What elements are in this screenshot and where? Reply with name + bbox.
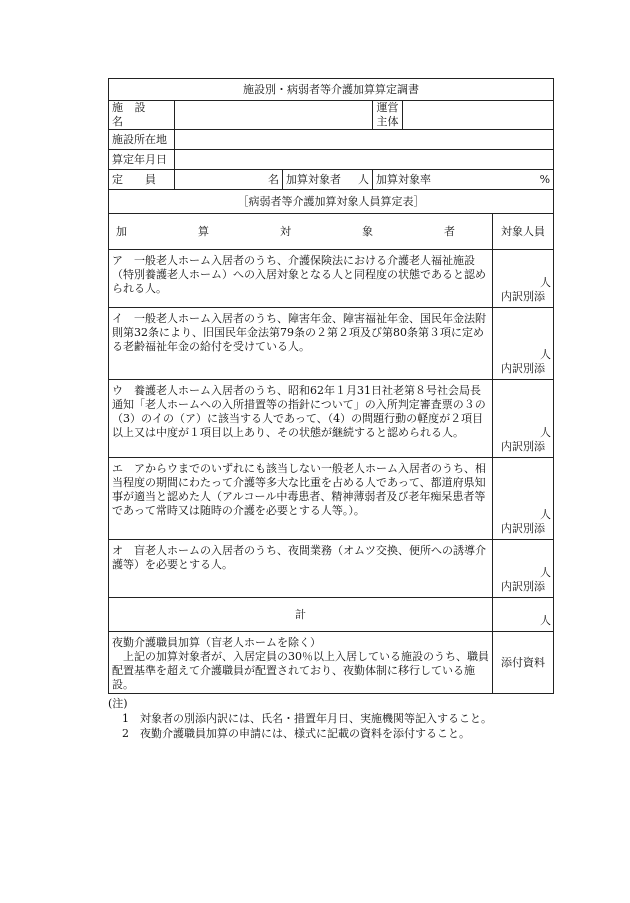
row-i-count[interactable] bbox=[493, 308, 554, 380]
row-a-text: ア 一般老人ホーム入居者のうち、介護保険法における介護老人福祉施設（特別養護老人ホーム）への入居対象となる人と同程度の状態であると認められる人。 bbox=[109, 250, 493, 308]
capacity-unit: 名 bbox=[268, 172, 279, 186]
note-item-2: 2 夜勤介護職員加算の申請には、様式に記載の資料を添付すること。 bbox=[122, 727, 470, 740]
row-i-breakdown: 内訳別添 bbox=[501, 362, 545, 375]
target-rate-unit: % bbox=[539, 172, 551, 186]
section-title: ［病弱者等介護加算対象人員算定表］ bbox=[109, 190, 554, 214]
document bbox=[108, 78, 553, 741]
target-count-unit: 人 bbox=[358, 172, 369, 186]
night-staff-title: 夜勤介護職員加算（盲老人ホームを除く） bbox=[112, 636, 321, 649]
night-staff-text: 上記の加算対象者が、入居定員の30％以上入居している施設のうち、職員配置基準を超えて介護職員が配置されており、夜勤体制に移行している施設。 bbox=[112, 650, 489, 691]
row-u-unit: 人 bbox=[540, 426, 552, 439]
row-e-count[interactable] bbox=[493, 458, 554, 540]
row-u-text: ウ 養護老人ホーム入居者のうち、昭和62年１月31日社老第８号社会局長通知「老人ホームへの入所措置等の指針について」の入所判定審査票の３の（3）のイの（ア）に該当する人であって、（4）の問題行動の軽度が２項目以上又は中度が１項目以上あり、その状態が継続すると認められる人。 bbox=[109, 380, 493, 458]
total-count[interactable] bbox=[493, 598, 554, 632]
target-rate-field[interactable] bbox=[373, 170, 554, 190]
row-o-count[interactable] bbox=[493, 540, 554, 598]
table-row bbox=[109, 380, 554, 458]
capacity-label: 定 員 bbox=[109, 170, 175, 190]
calculation-form-table bbox=[108, 78, 554, 694]
table-row bbox=[109, 458, 554, 540]
total-unit: 人 bbox=[540, 614, 552, 627]
operator-field[interactable] bbox=[403, 101, 554, 130]
row-o-text: オ 盲老人ホームの入居者のうち、夜間業務（オムツ交換、便所への誘導介護等）を必要とする人。 bbox=[109, 540, 493, 598]
target-column-header: 加 算 対 象 者 bbox=[109, 214, 493, 250]
count-column-header: 対象人員 bbox=[493, 214, 554, 250]
night-staff-cell bbox=[109, 632, 493, 694]
table-row bbox=[109, 540, 554, 598]
location-field[interactable] bbox=[175, 130, 554, 150]
row-e-unit: 人 bbox=[540, 508, 552, 521]
row-a-unit: 人 bbox=[540, 276, 552, 289]
row-u-count[interactable] bbox=[493, 380, 554, 458]
target-count-label: 加算対象者 bbox=[286, 172, 341, 186]
notes bbox=[108, 696, 553, 741]
row-a-count[interactable] bbox=[493, 250, 554, 308]
facility-name-field[interactable] bbox=[175, 101, 373, 130]
note-item-1: 1 対象者の別添内訳には、氏名・措置年月日、実施機関等記入すること。 bbox=[122, 712, 492, 725]
notes-heading: (注) bbox=[108, 697, 128, 710]
calc-date-label: 算定年月日 bbox=[109, 150, 175, 170]
row-o-breakdown: 内訳別添 bbox=[501, 580, 545, 593]
row-a-breakdown: 内訳別添 bbox=[501, 290, 545, 303]
row-u-breakdown: 内訳別添 bbox=[501, 440, 545, 453]
target-count-field[interactable] bbox=[283, 170, 373, 190]
table-row bbox=[109, 250, 554, 308]
row-i-text: イ 一般老人ホーム入居者のうち、障害年金、障害福祉年金、国民年金法附則第32条により、旧国民年金法第79条の２第２項及び第80条第３項に定める老齢福祉年金の給付を受けている人。 bbox=[109, 308, 493, 380]
row-i-unit: 人 bbox=[540, 348, 552, 361]
row-e-breakdown: 内訳別添 bbox=[501, 522, 545, 535]
operator-label: 運営主体 bbox=[373, 101, 403, 130]
form-title: 施設別・病弱者等介護加算算定調書 bbox=[109, 79, 554, 101]
table-row bbox=[109, 308, 554, 380]
attachment-label: 添付資料 bbox=[493, 632, 554, 694]
location-label: 施設所在地 bbox=[109, 130, 175, 150]
row-e-text: エ アからウまでのいずれにも該当しない一般老人ホーム入居者のうち、相当程度の期間にわたって介護等多大な比重を占める人であって、都道府県知事が適当と認めた人（アルコール中毒患者、精神薄弱者及び老年痴呆患者等であって常時又は随時の介護を必要とする人等。）。 bbox=[109, 458, 493, 540]
total-label: 計 bbox=[109, 598, 493, 632]
target-rate-label: 加算対象率 bbox=[376, 172, 431, 186]
capacity-field[interactable] bbox=[175, 170, 283, 190]
facility-name-label: 施 設 名 bbox=[109, 101, 175, 130]
calc-date-field[interactable] bbox=[175, 150, 554, 170]
row-o-unit: 人 bbox=[540, 566, 552, 579]
